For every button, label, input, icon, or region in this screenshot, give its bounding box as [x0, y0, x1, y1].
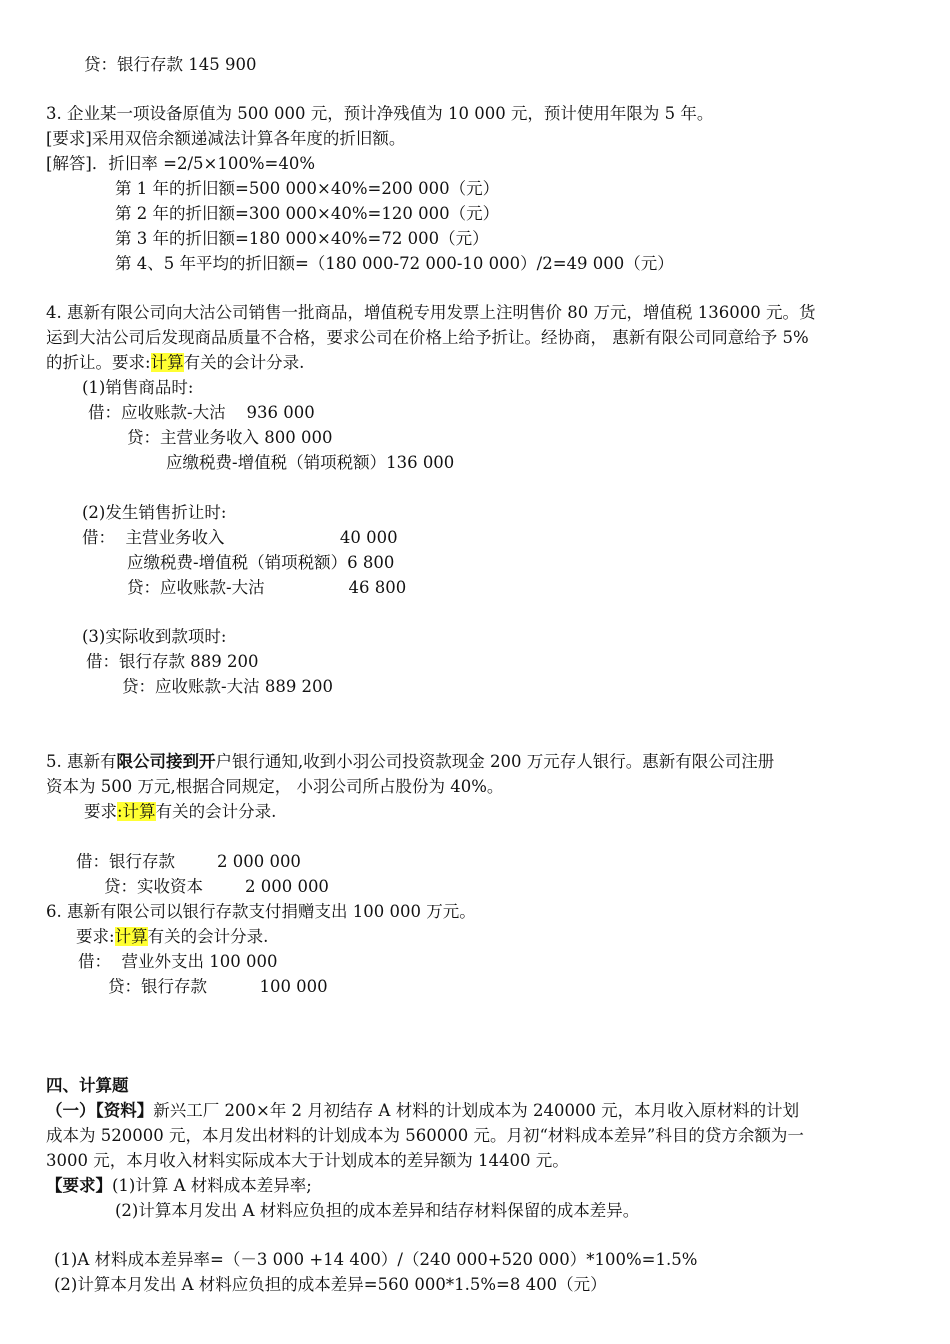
section4-para1	[46, 1100, 799, 1122]
q5-credit: 贷：实收资本 2 000 000	[104, 877, 329, 896]
section4-req1: (1)计算 A 材料成本差异率;	[112, 1176, 312, 1195]
section4-material-label: （一）【资料】	[46, 1101, 154, 1120]
q4-highlight: 计算	[150, 353, 184, 372]
section4-req2: (2)计算本月发出 A 材料应负担的成本差异和结存材料保留的成本差异。	[115, 1201, 640, 1220]
q4-step2-title: (2)发生销售折让时:	[82, 503, 227, 522]
q5-line2: 资本为 500 万元,根据合同规定， 小羽公司所占股份为 40%。	[46, 777, 504, 796]
q4-step3-title: (3)实际收到款项时:	[82, 627, 227, 646]
q5-requirement	[84, 801, 276, 823]
q4-step2-debit2: 应缴税费-增值税（销项税额）6 800	[127, 553, 395, 572]
q6-requirement	[76, 926, 268, 948]
section4-heading: 四、计算题	[46, 1076, 129, 1095]
q4-line3-pre: 的折让。要求:	[46, 353, 151, 372]
section4-para2: 成本为 520000 元，本月发出材料的计划成本为 560000 元。月初“材料成本差异”科目的贷方余额为一	[46, 1126, 804, 1145]
q5-line1	[46, 751, 774, 773]
q3-year2: 第 2 年的折旧额=300 000×40%=120 000（元）	[115, 204, 500, 223]
q5-line1-post: 户银行通知,收到小羽公司投资款现金 200 万元存人银行。惠新有限公司注册	[215, 752, 775, 771]
section4-answer2: (2)计算本月发出 A 材料应负担的成本差异=560 000*1.5%=8 400（元）	[54, 1275, 607, 1294]
q4-line1: 4. 惠新有限公司向大沽公司销售一批商品，增值税专用发票上注明售价 80 万元，增值税 136000 元。货	[46, 303, 816, 322]
q4-step1-credit: 贷：主营业务收入 800 000	[127, 428, 333, 447]
section4-requirement	[46, 1175, 312, 1197]
q6-req-pre: 要求:	[76, 927, 115, 946]
q6-highlight: 计算	[114, 927, 148, 946]
q3-year1: 第 1 年的折旧额=500 000×40%=200 000（元）	[115, 179, 500, 198]
q4-step2-debit: 借： 主营业务收入 40 000	[82, 528, 398, 547]
q6-req-post: 有关的会计分录.	[147, 927, 269, 946]
q4-step1-credit2: 应缴税费-增值税（销项税额）136 000	[166, 453, 455, 472]
q3-year45: 第 4、5 年平均的折旧额=（180 000-72 000-10 000）/2=49 000（元）	[115, 254, 674, 273]
q4-line2: 运到大沽公司后发现商品质量不合格，要求公司在价格上给予折让。经协商， 惠新有限公司同意给予 5%	[46, 328, 809, 347]
section4-para3: 3000 元，本月收入材料实际成本大于计划成本的差异额为 14400 元。	[46, 1151, 569, 1170]
q4-line3-post: 有关的会计分录.	[183, 353, 305, 372]
q4-step3-debit: 借：银行存款 889 200	[86, 652, 259, 671]
q4-step1-debit: 借：应收账款-大沽 936 000	[88, 403, 315, 422]
section4-answer1: (1)A 材料成本差异率=（－3 000 +14 400）/（240 000+520 000）*100%=1.5%	[54, 1250, 698, 1269]
q4-step3-credit: 贷：应收账款-大沽 889 200	[122, 677, 334, 696]
q4-step2-credit: 贷：应收账款-大沽 46 800	[127, 578, 407, 597]
q6-credit: 贷：银行存款 100 000	[108, 977, 328, 996]
section4-para1-text: 新兴工厂 200×年 2 月初结存 A 材料的计划成本为 240000 元，本月收入原材料的计划	[153, 1101, 800, 1120]
prev-credit-entry: 贷：银行存款 145 900	[84, 55, 257, 74]
q5-line1-bold: 限公司接到开	[116, 752, 216, 771]
q5-req-post: 有关的会计分录.	[155, 802, 277, 821]
q5-req-pre: 要求	[84, 802, 117, 821]
q6-debit: 借： 营业外支出 100 000	[78, 952, 278, 971]
q5-highlight: :计算	[117, 802, 156, 821]
q5-line1-pre: 5. 惠新有	[46, 752, 117, 771]
q3-answer-label: [解答]．折旧率 =2/5×100%=40%	[46, 154, 315, 173]
q4-line3	[46, 352, 304, 374]
q3-requirement: [要求]采用双倍余额递减法计算各年度的折旧额。	[46, 129, 406, 148]
q3-year3: 第 3 年的折旧额=180 000×40%=72 000（元）	[115, 229, 489, 248]
q6-line1: 6. 惠新有限公司以银行存款支付捐赠支出 100 000 万元。	[46, 902, 476, 921]
q3-question: 3. 企业某一项设备原值为 500 000 元，预计净残值为 10 000 元，预计使用年限为 5 年。	[46, 104, 714, 123]
section4-req-label: 【要求】	[46, 1176, 112, 1195]
q4-step1-title: (1)销售商品时:	[82, 378, 194, 397]
q5-debit: 借：银行存款 2 000 000	[76, 852, 301, 871]
